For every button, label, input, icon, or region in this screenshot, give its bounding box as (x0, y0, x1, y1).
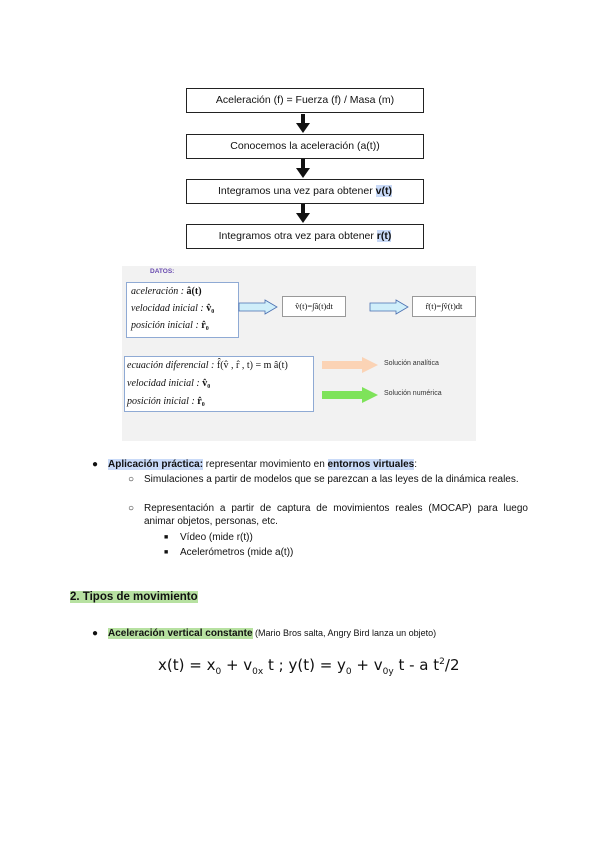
flow-box-known-acceleration (186, 134, 424, 159)
sub-sub-item-accelerometers (164, 546, 293, 559)
flow-box-bold: r(t) (376, 230, 392, 242)
sub-sub-item-text: Acelerómetros (mide a(t)) (180, 547, 294, 558)
formula-part: + v (351, 656, 383, 674)
datos-line (131, 303, 214, 314)
square-bullet-icon: ■ (164, 549, 169, 556)
formula-part: x(t) = x (158, 656, 216, 674)
section-heading (70, 591, 198, 603)
right-arrow-icon (238, 299, 278, 315)
numeric-arrow-icon (322, 387, 378, 403)
square-bullet-icon: ■ (164, 534, 169, 541)
sub-item-simulations (128, 473, 528, 486)
sub-item-mocap (128, 502, 528, 528)
math-value: r̂₀ (201, 320, 209, 331)
sub-item-text: Representación a partir de captura de movimientos reales (MOCAP) para luego animar objetos, personas, etc. (144, 503, 528, 527)
section-heading-text: 2. Tipos de movimiento (70, 591, 198, 603)
formula-sup: 2 (439, 657, 445, 667)
flow-box-text: Integramos una vez para obtener (218, 185, 376, 197)
datos-line (131, 320, 209, 331)
formula-sub: 0x (252, 667, 264, 677)
practical-text: representar movimiento en (203, 459, 328, 470)
flow-box-text: Integramos otra vez para obtener (218, 230, 377, 242)
bullet-icon: ● (92, 459, 99, 470)
practical-application-item (92, 458, 532, 471)
math-label: posición inicial : (127, 396, 195, 407)
differential-line (127, 378, 210, 389)
math-label: velocidad inicial : (127, 378, 200, 389)
formula-part: t - a t (393, 656, 440, 674)
datos-line (131, 286, 202, 297)
sub-sub-item-text: Vídeo (mide r(t)) (180, 532, 253, 543)
practical-bold: entornos virtuales (327, 459, 415, 470)
velocity-equation: v̂(t)=∫â(t)dt (282, 296, 346, 317)
math-label: ecuación diferencial : (127, 360, 215, 371)
bullet-icon: ● (92, 628, 99, 639)
practical-label: Aplicación práctica: (108, 459, 204, 470)
kinematics-figure (122, 266, 476, 441)
math-label: posición inicial : (131, 320, 199, 331)
differential-box (124, 356, 314, 412)
formula-part: + v (221, 656, 253, 674)
practical-text-end: : (414, 459, 418, 470)
formula-sub: 0 (215, 667, 222, 677)
differential-line (127, 396, 205, 407)
vertical-acceleration-label: Aceleración vertical constante (108, 628, 253, 639)
sub-sub-item-video (164, 531, 253, 544)
flow-box-text: Conocemos la aceleración (a(t)) (230, 140, 380, 152)
formula-sub: 0 (345, 667, 352, 677)
circle-bullet-icon: ○ (128, 503, 135, 514)
formula-part: /2 (444, 656, 460, 674)
numeric-solution-label: Solución numérica (384, 390, 442, 397)
vertical-acceleration-text: (Mario Bros salta, Angry Bird lanza un objeto) (252, 628, 437, 638)
down-arrow-icon (296, 114, 310, 134)
analytic-solution-label: Solución analítica (384, 360, 439, 367)
flow-box-integrate-once (186, 179, 424, 204)
math-value: f̂(v̂ , r̂ , t) = m â(t) (216, 360, 288, 371)
vertical-acceleration-item (92, 627, 532, 640)
math-label: aceleración : (131, 286, 185, 297)
formula-sub: 0y (382, 667, 394, 677)
right-arrow-icon (369, 299, 409, 315)
datos-box (126, 282, 239, 338)
position-equation: r̂(t)=∫v̂(t)dt (412, 296, 476, 317)
flow-box-bold: v(t) (375, 185, 392, 197)
math-label: velocidad inicial : (131, 303, 204, 314)
differential-line (127, 360, 288, 371)
datos-label: DATOS: (150, 268, 175, 275)
down-arrow-icon (296, 159, 310, 179)
math-value: v̂₀ (202, 378, 211, 389)
sub-item-text: Simulaciones a partir de modelos que se parezcan a las leyes de la dinámica reales. (144, 474, 519, 485)
flow-box-acceleration (186, 88, 424, 113)
math-value: â(t) (186, 286, 202, 297)
motion-formula (158, 656, 460, 677)
flow-box-text: Aceleración (f) = Fuerza (f) / Masa (m) (215, 94, 395, 106)
math-value: v̂₀ (206, 303, 215, 314)
flow-box-integrate-twice (186, 224, 424, 249)
formula-part: t ; y(t) = y (263, 656, 346, 674)
down-arrow-icon (296, 204, 310, 224)
analytic-arrow-icon (322, 357, 378, 373)
circle-bullet-icon: ○ (128, 474, 135, 485)
math-value: r̂₀ (197, 396, 205, 407)
